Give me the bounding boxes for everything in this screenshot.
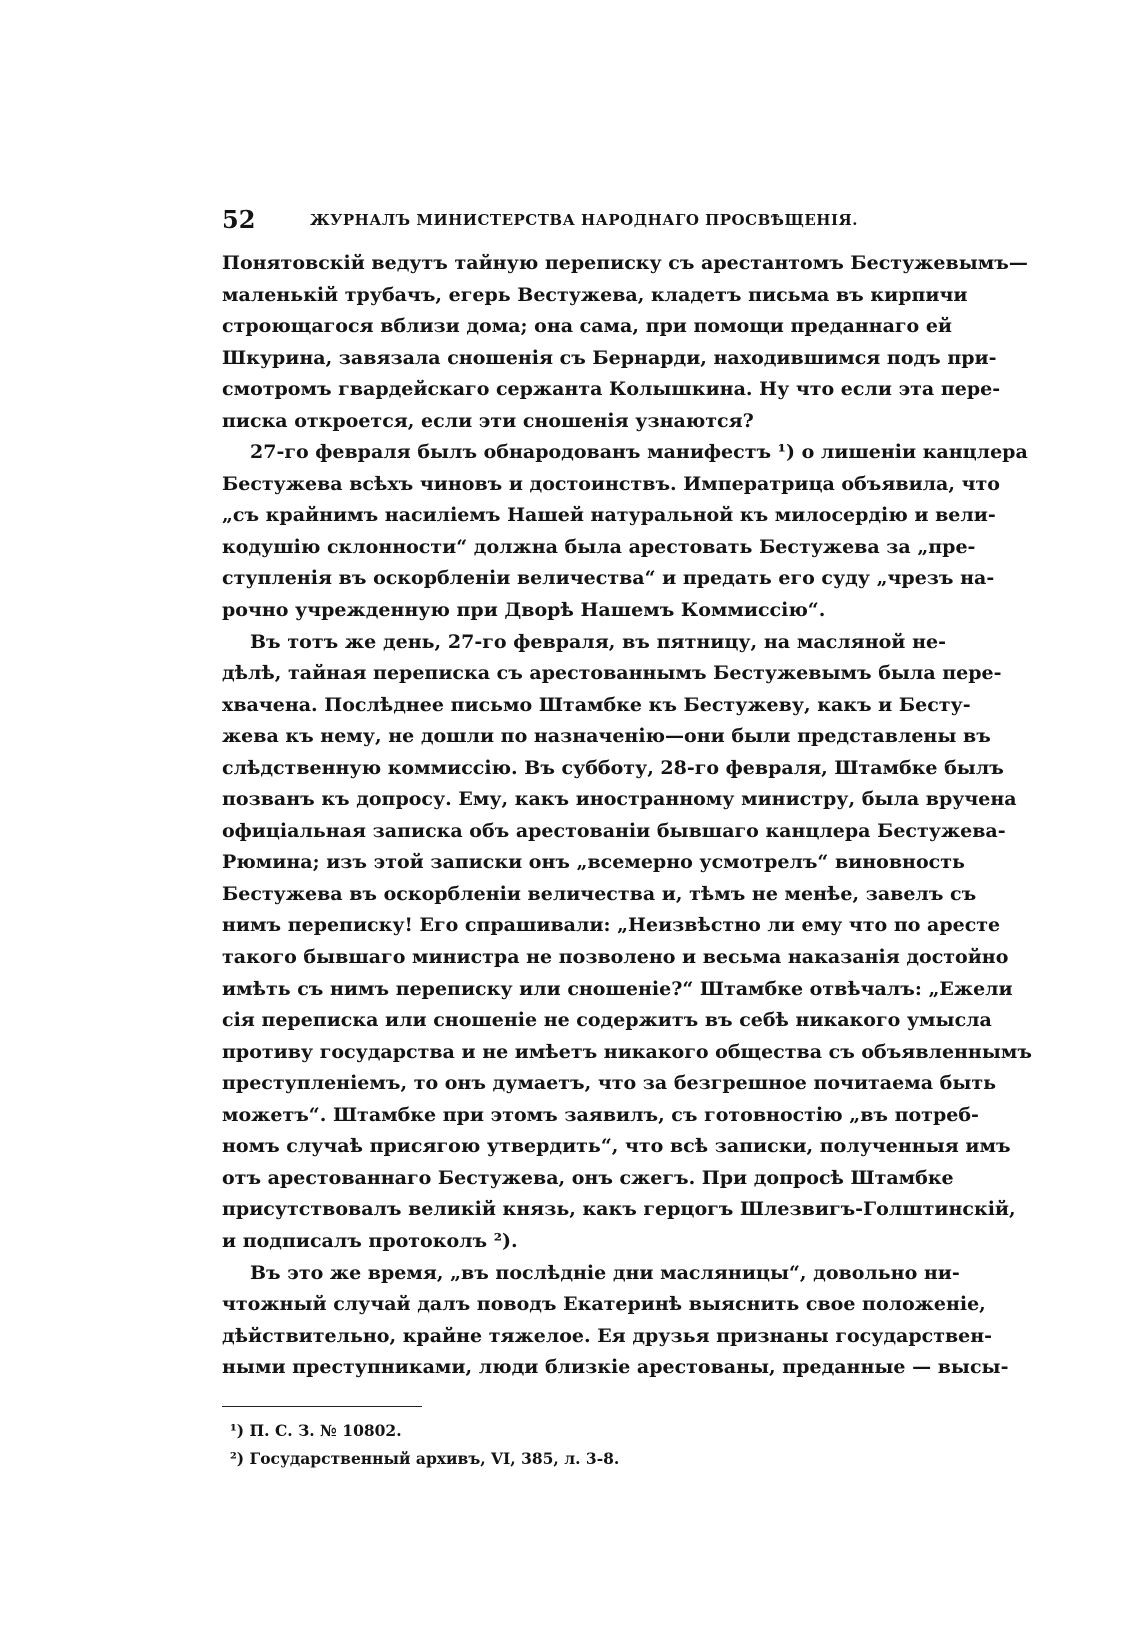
- text-line: номъ случаѣ присягою утвердить“, что всѣ записки, полученныя имъ: [222, 1135, 1011, 1158]
- text-line: строющагося вблизи дома; она сама, при помощи преданнаго ей: [222, 315, 953, 338]
- paragraph-start: Въ тотъ же день, 27-го февраля, въ пятницу, на масляной не-: [250, 630, 946, 653]
- text-line: позванъ къ допросу. Ему, какъ иностранному министру, была вручена: [222, 788, 1017, 811]
- text-line: преступленіемъ, то онъ думаетъ, что за безгрешное почитаема быть: [222, 1072, 997, 1095]
- text-line: нимъ переписку! Его спрашивали: „Неизвѣстно ли ему что по аресте: [222, 914, 1001, 937]
- text-line: дѣлѣ, тайная переписка съ арестованнымъ Бестужевымъ была пере-: [222, 662, 1002, 685]
- body-text: [222, 248, 1032, 1384]
- book-page: [222, 200, 1032, 1473]
- text-line: сія переписка или сношеніе не содержитъ въ себѣ никакого умысла: [222, 1009, 992, 1032]
- text-line: маленькій трубачъ, егерь Вестужева, кладетъ письма въ кирпичи: [222, 283, 968, 306]
- text-line: „съ крайнимъ насиліемъ Нашей натуральной къ милосердію и вели-: [222, 504, 996, 527]
- text-line: хвачена. Послѣднее письмо Штамбке къ Бестужеву, какъ и Бесту-: [222, 693, 971, 716]
- text-line: присутствовалъ великій князь, какъ герцогъ Шлезвигъ-Голштинскій,: [222, 1198, 1016, 1221]
- running-head: [222, 200, 946, 240]
- text-line: ступленія въ оскорбленіи величества“ и предать его суду „чрезъ на-: [222, 567, 995, 590]
- text-line: отъ арестованнаго Бестужева, онъ сжегъ. При допросѣ Штамбке: [222, 1166, 954, 1189]
- text-line: кодушію склонности“ должна была арестовать Бестужева за „пре-: [222, 535, 976, 558]
- text-line: жева къ нему, не дошли по назначенію—они были представлены въ: [222, 725, 991, 748]
- text-line: офиціальная записка объ арестованіи бывшаго канцлера Бестужева-: [222, 819, 1006, 842]
- footnote-divider: [222, 1406, 422, 1407]
- text-line: чтожный случай далъ поводъ Екатеринѣ выяснить свое положеніе,: [222, 1293, 986, 1316]
- journal-title: ЖУРНАЛЪ МИНИСТЕРСТВА НАРОДНАГО ПРОСВѢЩЕНІЯ.: [310, 211, 858, 229]
- text-line: смотромъ гвардейскаго сержанта Колышкина. Ну что если эта пере-: [222, 378, 1001, 401]
- text-line: писка откроется, если эти сношенія узнаются?: [222, 409, 754, 432]
- footnote: ²) Государственный архивъ, VI, 385, л. 3-8.: [230, 1448, 620, 1468]
- page-number: 52: [222, 205, 256, 234]
- footnote: ¹) П. С. З. № 10802.: [230, 1420, 402, 1440]
- paragraph-start: Въ это же время, „въ послѣдніе дни масляницы“, довольно ни-: [250, 1261, 960, 1284]
- text-line: Рюмина; изъ этой записки онъ „всемерно усмотрелъ“ виновность: [222, 851, 965, 874]
- text-line: имѣть съ нимъ переписку или сношеніе?“ Штамбке отвѣчалъ: „Ежели: [222, 977, 1013, 1000]
- text-line: противу государства и не имѣетъ никакого общества съ объявленнымъ: [222, 1040, 1032, 1063]
- footnotes: [222, 1417, 946, 1473]
- text-line: дѣйствительно, крайне тяжелое. Ея друзья признаны государствен-: [222, 1324, 993, 1347]
- text-line: слѣдственную коммиссію. Въ субботу, 28-го февраля, Штамбке былъ: [222, 756, 1004, 779]
- paragraph-start: 27-го февраля былъ обнародованъ манифестъ ¹) о лишеніи канцлера: [250, 441, 1028, 464]
- text-line: можетъ“. Штамбке при этомъ заявилъ, съ готовностію „въ потреб-: [222, 1103, 979, 1126]
- text-line: и подписалъ протоколъ ²).: [222, 1229, 518, 1252]
- text-line: Шкурина, завязала сношенія съ Бернарди, находившимся подъ при-: [222, 346, 997, 369]
- text-line: Бестужева въ оскорбленіи величества и, тѣмъ не менѣе, завелъ съ: [222, 882, 977, 905]
- text-line: ными преступниками, люди близкіе арестованы, преданные — высы-: [222, 1356, 1009, 1379]
- text-line: такого бывшаго министра не позволено и весьма наказанія достойно: [222, 946, 1009, 969]
- text-line: Бестужева всѣхъ чиновъ и достоинствъ. Императрица объявила, что: [222, 472, 1000, 495]
- text-line: рочно учрежденную при Дворѣ Нашемъ Коммиссію“.: [222, 599, 826, 622]
- text-line: Понятовскій ведутъ тайную переписку съ арестантомъ Бестужевымъ—: [222, 252, 1028, 274]
